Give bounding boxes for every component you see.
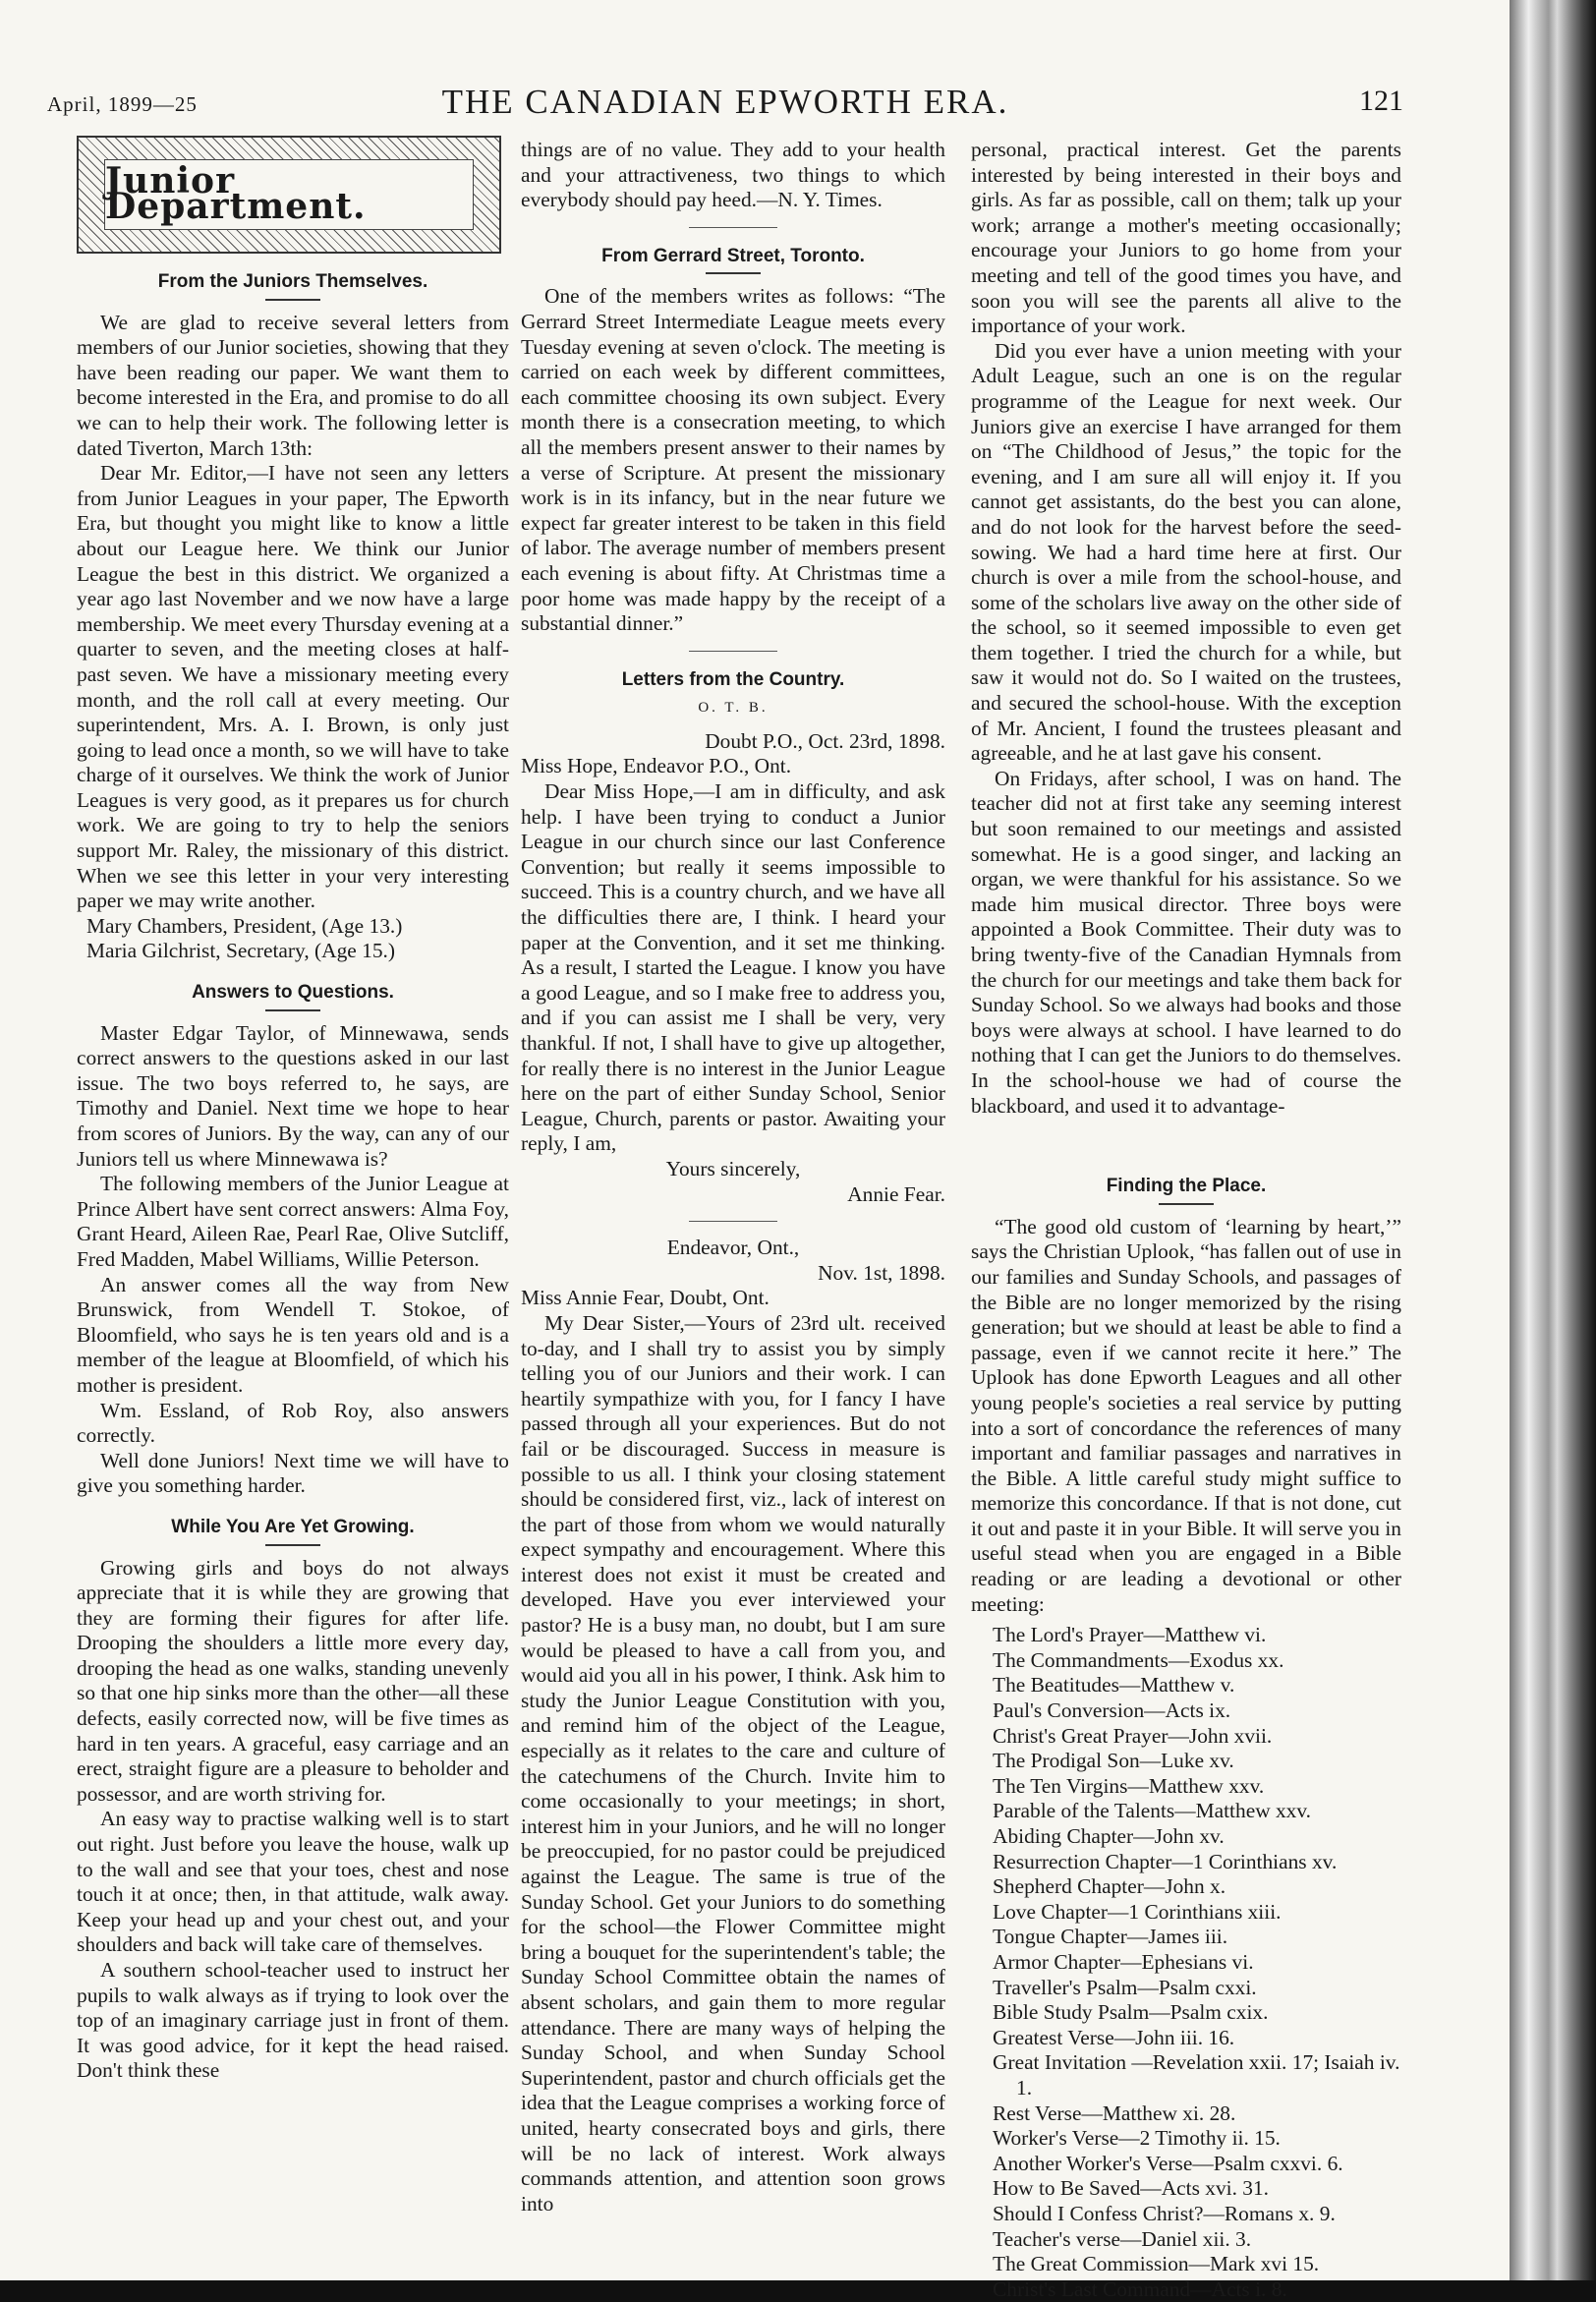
letter-address: Miss Annie Fear, Doubt, Ont. bbox=[521, 1286, 770, 1310]
paragraph: “The good old custom of ‘learning by heart,’” says the Christian Uplook, “has fallen out of use in our families and Sunday Schools, and passages of the Bible are no longer memorized by the rising generation; but we should at least be able to find a passage, even if we cannot recite it here.” The Uplook has done Epworth Leagues and all other young people's societies a real service by putting into a sort of concordance the references of many important and familiar passages and narratives in the Bible. A little careful study might suffice to memorize this concordance. If that is not done, cut it out and paste it in your Bible. It will serve you in useful stead when you are engaged in a Bible reading or are leading a devotional or other meeting: bbox=[971, 1214, 1401, 1616]
list-item: Shepherd Chapter—John x. bbox=[993, 1874, 1226, 1899]
spacer bbox=[971, 1119, 1401, 1158]
paragraph: On Fridays, after school, I was on hand. The teacher did not at first take any seeming interest but soon remained to our meetings and assisted somewhat. He is a good singer, and lacking an organ, we were thankful for his assistance. So we made him musical director. Three boys were appointed a Book Committee. Their duty was to bring twenty-five of the Canadian Hymnals from the church for our meetings and take them back for Sunday School. So we always had books and those boys were always at school. I have learned to do nothing that I can get the Juniors to do themselves. In the school-house we had of course the blackboard, and used it to advantage- bbox=[971, 766, 1401, 1118]
paragraph: A southern school-teacher used to instruct her pupils to walk always as if trying to look over the top of an imaginary carriage just in front of them. It was good advice, for it kept the head raised. Don't think these bbox=[77, 1958, 509, 2083]
paragraph: Did you ever have a union meeting with your Adult League, such an one is on the regular programme of the League for next week. Our Juniors give an exercise I have arranged for them on “The Childhood of Jesus,” the topic for the evening, and I am sure all will enjoy it. If you cannot get assistants, do the best you can alone, and do not look for the harvest before the seed-sowing. We had a hard time here at first. Our church is over a mile from the school-house, and some of the scholars live away on the other side of the school, so it seemed impossible to even get them together. I tried the church for a while, but saw it would not do. So I waited on the trustees, and secured the school-house. With the exception of Mr. Ancient, I found the trustees pleasant and agreeable, and he at last gave his consent. bbox=[971, 338, 1401, 766]
dateline: April, 1899—25 bbox=[47, 92, 198, 116]
heading-rule bbox=[265, 1009, 320, 1011]
divider bbox=[689, 651, 777, 652]
list-item: Teacher's verse—Daniel xii. 3. bbox=[993, 2226, 1252, 2251]
heading-rule bbox=[1159, 1203, 1214, 1205]
list-item: The Great Commission—Mark xvi 15. bbox=[993, 2252, 1320, 2276]
list-item: Christ's Great Prayer—John xvii. bbox=[993, 1723, 1273, 1748]
verse-list bbox=[993, 1623, 1401, 2302]
column-middle bbox=[521, 138, 945, 2216]
list-item: The Ten Virgins—Matthew xxv. bbox=[993, 1773, 1265, 1798]
signature-secretary: Maria Gilchrist, Secretary, (Age 15.) bbox=[86, 939, 396, 963]
list-item: Another Worker's Verse—Psalm cxxvi. 6. bbox=[993, 2151, 1343, 2175]
heading-answers: Answers to Questions. bbox=[192, 982, 394, 1004]
paragraph: Master Edgar Taylor, of Minnewawa, sends correct answers to the questions asked in our last issue. The two boys referred to, he says, are Timothy and Daniel. Next time we hope to hear from scores of Juniors. By the way, can any of our Juniors tell us where Minnewawa is? bbox=[77, 1020, 509, 1171]
paragraph: An easy way to practise walking well is to start out right. Just before you leave the house, walk up to the wall and see that your toes, chest and nose touch it at once; then, in that attitude, walk away. Keep your head up and your chest out, and your shoulders and back will take care of themselves. bbox=[77, 1807, 509, 1957]
signature-president: Mary Chambers, President, (Age 13.) bbox=[86, 913, 403, 938]
page-header bbox=[47, 83, 1403, 122]
paragraph: personal, practical interest. Get the parents interested by being interested in their boys and girls. As far as possible, call on them; talk up your work; arrange a mother's meeting occasionally; encourage your Juniors to go home from your meeting and tell of the good times you have, and soon you will see the parents all alive to the importance of your work. bbox=[971, 138, 1401, 338]
list-item: The Prodigal Son—Luke xv. bbox=[993, 1749, 1234, 1773]
heading-rule bbox=[265, 299, 320, 301]
list-item: The Commandments—Exodus xx. bbox=[993, 1647, 1284, 1672]
column-right bbox=[971, 138, 1401, 2302]
letter-paragraph: Dear Mr. Editor,—I have not seen any letters from Junior Leagues in your paper, The Epworth Era, but thought you might like to know a little about our League here. We think our Junior League the best in this district. We organized a year ago last November and we now have a large membership. We meet every Thursday evening at a quarter to seven, and the meeting closes at half-past seven. We have a missionary meeting every month, and the roll call at every meeting. Our superintendent, Mrs. A. I. Brown, is only just going to lead once a month, so we will have to take charge of it ourselves. We think the work of Junior Leagues is very good, as it prepares us for church work. We are going to try to help the seniors support Mr. Raley, the missionary of this district. When we see this letter in your very interesting paper we may write another. bbox=[77, 461, 509, 913]
list-item: Great Invitation —Revelation xxii. 17; Isaiah iv. 1. bbox=[993, 2050, 1400, 2100]
list-item: Paul's Conversion—Acts ix. bbox=[993, 1698, 1231, 1723]
letter-place: Endeavor, Ont., bbox=[666, 1236, 800, 1260]
letter-paragraph: Dear Miss Hope,—I am in difficulty, and ask help. I have been trying to conduct a Junior League in our church since our last Conference Convention; but really it seems impossible to succeed. This is a country church, and we have all the difficulties there are, I think. I heard your paper at the Convention, and it set me thinking. As a result, I started the League. I know you have a good League, and so I make free to address you, and if you can assist me I shall be very, very thankful. If not, I shall have to give up altogether, for really there is no interest in the Junior League here on the part of either Sunday School, Senior League, Church, parents or pastor. Awaiting your reply, I am, bbox=[521, 779, 945, 1156]
divider bbox=[689, 227, 777, 228]
paragraph: One of the members writes as follows: “The Gerrard Street Intermediate League meets every Tuesday evening at seven o'clock. The meeting is carried on each week by different committees, each committee choosing its own subject. Every month there is a consecration meeting, to which all the members present answer to their names by a verse of Scripture. At present the missionary work is in its infancy, but in the near future we expect far greater interest to be taken in this field of labor. The average number of members present each evening is about fifty. At Christmas time a poor home was made happy by the receipt of a substantial dinner.” bbox=[521, 284, 945, 636]
book-spine bbox=[1510, 0, 1596, 2280]
list-item: Abiding Chapter—John xv. bbox=[993, 1824, 1225, 1848]
list-item: Armor Chapter—Ephesians vi. bbox=[993, 1949, 1254, 1974]
page-number: 121 bbox=[1359, 85, 1403, 117]
column-left bbox=[77, 136, 509, 2084]
list-item: The Beatitudes—Matthew v. bbox=[993, 1673, 1235, 1698]
letter-signature: Annie Fear. bbox=[847, 1181, 945, 1206]
heading-rule bbox=[706, 272, 761, 274]
letter-closing: Yours sincerely, bbox=[665, 1156, 801, 1180]
paragraph: The following members of the Junior League at Prince Albert have sent correct answers: Alma Foy, Grant Heard, Aileen Rae, Pearl Rae, Olive Sutcliff, Fred Madden, Mabel Williams, Willie Peterson. bbox=[77, 1172, 509, 1271]
masthead-title: THE CANADIAN EPWORTH ERA. bbox=[441, 83, 1009, 121]
paragraph: Well done Juniors! Next time we will have to give you something harder. bbox=[77, 1448, 509, 1498]
heading-letters-country: Letters from the Country. bbox=[621, 668, 845, 690]
heading-rule bbox=[265, 1544, 320, 1546]
banner-title: Junior Department. bbox=[105, 160, 367, 227]
paragraph: We are glad to receive several letters from members of our Junior societies, showing that they have been reading our paper. We want them to become interested in the Era, and promise to do all we can to help their work. The following letter is dated Tiverton, March 13th: bbox=[77, 310, 509, 460]
paragraph: things are of no value. They add to your health and your attractiveness, two things to which everybody should pay heed.—N. Y. Times. bbox=[521, 138, 945, 212]
byline: O. T. B. bbox=[698, 700, 769, 717]
heading-gerrard-street: From Gerrard Street, Toronto. bbox=[601, 245, 865, 266]
list-item: Resurrection Chapter—1 Corinthians xv. bbox=[993, 1849, 1338, 1873]
paragraph: An answer comes all the way from New Brunswick, from Wendell T. Stokoe, of Bloomfield, who says he is ten years old and is a member of the league at Bloomfield, of which his mother is president. bbox=[77, 1272, 509, 1397]
list-item: Worker's Verse—2 Timothy ii. 15. bbox=[993, 2126, 1281, 2151]
list-item: Greatest Verse—John iii. 16. bbox=[993, 2025, 1235, 2049]
list-item: The Lord's Prayer—Matthew vi. bbox=[993, 1623, 1267, 1647]
divider bbox=[689, 1221, 777, 1222]
letter-date: Nov. 1st, 1898. bbox=[818, 1260, 945, 1285]
list-item: Rest Verse—Matthew xi. 28. bbox=[993, 2101, 1236, 2125]
list-item: Love Chapter—1 Corinthians xiii. bbox=[993, 1899, 1282, 1924]
paragraph: Growing girls and boys do not always appreciate that it is while they are growing that they are forming their figures for after life. Drooping the shoulders a little more every day, drooping the head as one walks, standing unevenly so that one hip sinks more than the other—all these defects, easily corrected now, will be five times as hard in ten years. A graceful, easy carriage and an erect, straight figure are a pleasure to beholder and possessor, and are worth striving for. bbox=[77, 1555, 509, 1806]
letter-address: Miss Hope, Endeavor P.O., Ont. bbox=[521, 754, 792, 778]
junior-department-banner bbox=[77, 136, 501, 254]
list-item: Tongue Chapter—James iii. bbox=[993, 1925, 1228, 1949]
letter-paragraph: My Dear Sister,—Yours of 23rd ult. received to-day, and I shall try to assist you by simply telling you of our Juniors and their work. I can heartily sympathize with you, for I fancy I have passed through all your experiences. But do not fail or be discouraged. Success in measure is possible to us all. I think your closing statement should be considered first, viz., lack of interest on the part of those from whom we would naturally expect sympathy and encouragement. Where this interest does not exist it must be created and developed. Have you ever interviewed your pastor? He is a busy man, no doubt, but I am sure would be pleased to have a call from you, and would aid you all in his power, I think. Ask him to study the Junior League Constitution with you, and remind him of the object of the League, especially as it relates to the care and culture of the catechumens of the Church. Invite him to come occasionally to your meetings; in short, interest him in your Juniors, and he will no longer be preoccupied, for no pastor could be prejudiced against the League. The same is true of the Sunday School. Get your Juniors to do something for the school—the Flower Committee might bring a bouquet for the superintendent's table; the Sunday School Committee obtain the names of absent scholars, and gain them to more regular attendance. There are many ways of helping the Sunday School, and when Sunday School Superintendent, pastor and church officials get the idea that the League comprises a working force of united, hearty consecrated boys and girls, there will be no lack of interest. Work always commands attention, and attention soon grows into bbox=[521, 1310, 945, 2216]
list-item: Should I Confess Christ?—Romans x. 9. bbox=[993, 2201, 1336, 2225]
list-item: Traveller's Psalm—Psalm cxxi. bbox=[993, 1975, 1257, 1999]
heading-finding-place: Finding the Place. bbox=[1106, 1176, 1267, 1197]
list-item: Parable of the Talents—Matthew xxv. bbox=[993, 1799, 1312, 1823]
list-item: How to Be Saved—Acts xvi. 31. bbox=[993, 2176, 1270, 2201]
heading-growing: While You Are Yet Growing. bbox=[171, 1516, 415, 1537]
heading-from-juniors: From the Juniors Themselves. bbox=[157, 271, 428, 292]
banner-frame bbox=[104, 159, 474, 230]
list-item: Christ's Last Command—Acts i. 8. bbox=[993, 2276, 1287, 2301]
paragraph: Wm. Essland, of Rob Roy, also answers correctly. bbox=[77, 1398, 509, 1448]
letter-date: Doubt P.O., Oct. 23rd, 1898. bbox=[705, 728, 945, 753]
list-item: Bible Study Psalm—Psalm cxix. bbox=[993, 2000, 1269, 2025]
